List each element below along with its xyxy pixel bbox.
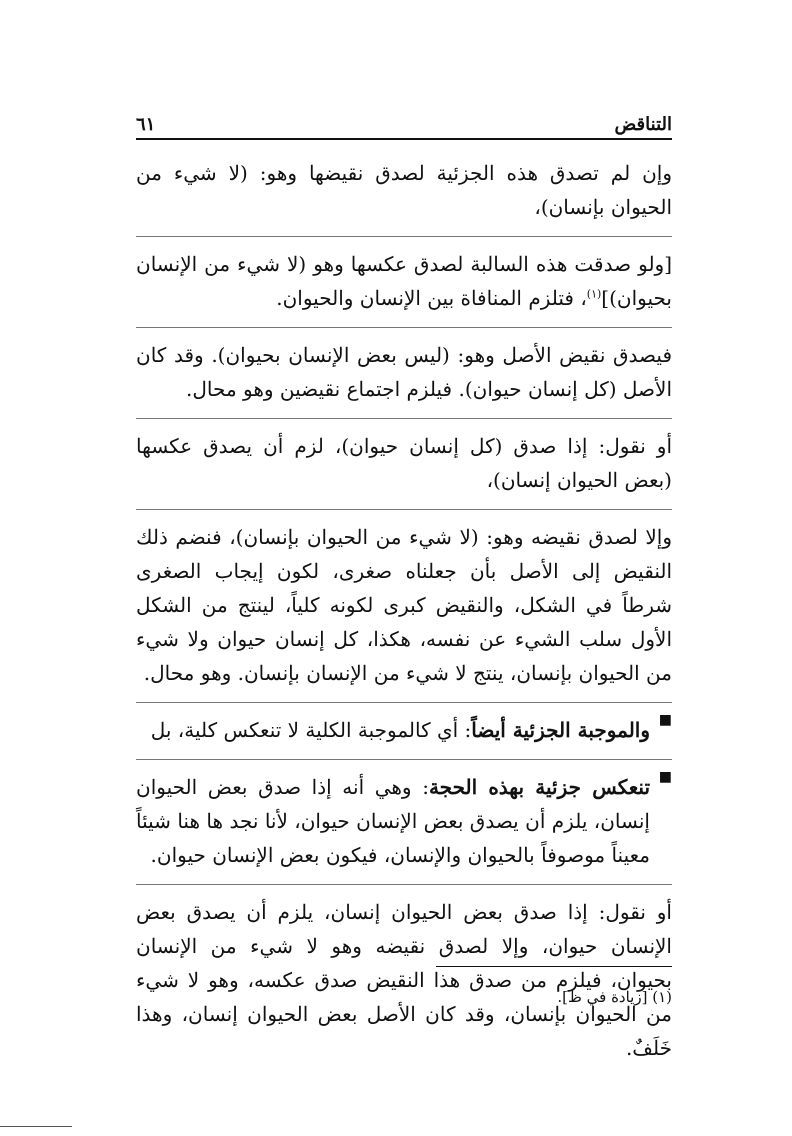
- page-number: ٦١: [136, 114, 156, 135]
- bold-term: تنعكس جزئية بهذه الحجة: [428, 775, 651, 799]
- paragraph: [136, 156, 672, 224]
- paragraph-text: [ولو صدقت هذه السالبة لصدق عكسها وهو (لا شيء من الإنسان بحيوان)]: [136, 252, 672, 310]
- page-header: [136, 104, 672, 140]
- running-title: التناقض: [614, 114, 672, 135]
- bold-term: والموجبة الجزئية أيضاً: [471, 718, 650, 742]
- header-rule: [136, 138, 672, 140]
- paragraph-text: فيصدق نقيض الأصل وهو: (ليس بعض الإنسان بحيوان). وقد كان الأصل (كل إنسان حيوان). فيلزم اجتماع نقيضين وهو محال.: [136, 343, 672, 401]
- bottom-edge-line: [0, 1126, 72, 1127]
- footnote: [136, 986, 672, 1008]
- bullet-square-icon: ■: [658, 712, 672, 728]
- bullet-square-icon: ■: [658, 769, 672, 785]
- paragraph-text: : وهي أنه إذا صدق بعض الحيوان إنسان، يلزم أن يصدق بعض الإنسان حيوان، لأنا نجد ها هنا شيئاً معيناً موصوفاً بالحيوان والإنسان، فيكون بعض الإنسان حيوان.: [136, 775, 650, 867]
- paragraph: [136, 884, 672, 1065]
- paragraph-text: أو نقول: إذا صدق بعض الحيوان إنسان، يلزم أن يصدق بعض الإنسان حيوان، وإلا لصدق نقيضه وهو لا شيء من الإنسان بحيوان، فيلزم من صدق هذا النقيض صدق عكسه، وهو لا شيء من الحيوان بإنسان، وقد كان الأصل بعض الحيوان إنسان، وهذا خَلَفٌ.: [136, 900, 672, 1060]
- body-text: [136, 156, 672, 1077]
- footnote-text: (١) [زيادة في ظ].: [557, 988, 672, 1006]
- paragraph-text: : أي كالموجبة الكلية لا تنعكس كلية، بل: [150, 718, 472, 742]
- bullet-paragraph: [136, 759, 672, 872]
- paragraph-text: وإن لم تصدق هذه الجزئية لصدق نقيضها وهو: (لا شيء من الحيوان بإنسان)،: [136, 161, 672, 219]
- footnote-reference: (١): [586, 287, 602, 301]
- paragraph-text: ، فتلزم المنافاة بين الإنسان والحيوان.: [276, 286, 587, 310]
- paragraph-text: وإلا لصدق نقيضه وهو: (لا شيء من الحيوان بإنسان)، فنضم ذلك النقيض إلى الأصل بأن جعلناه صغرى، لكون إيجاب الصغرى شرطاً في الشكل، والنقيض كبرى لكونه كلياً، لينتج من الشكل الأول سلب الشيء عن نفسه، هكذا، كل إنسان حيوان ولا شيء من الحيوان بإنسان، ينتج لا شيء من الإنسان بإنسان. وهو محال.: [136, 525, 672, 685]
- paragraph: [136, 509, 672, 690]
- paragraph: [136, 418, 672, 497]
- bullet-paragraph: [136, 702, 672, 747]
- paragraph-text: أو نقول: إذا صدق (كل إنسان حيوان)، لزم أن يصدق عكسها (بعض الحيوان إنسان)،: [136, 434, 672, 492]
- footnote-rule: [436, 966, 672, 967]
- paragraph: [136, 236, 672, 315]
- paragraph: [136, 327, 672, 406]
